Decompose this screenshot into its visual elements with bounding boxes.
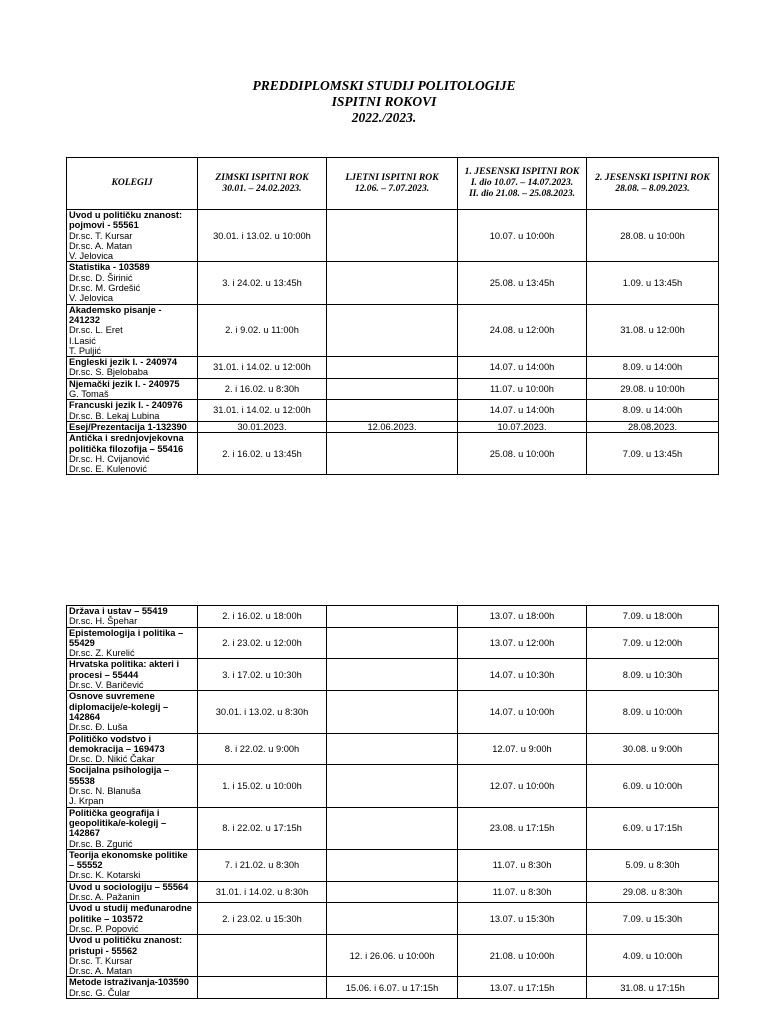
course-instructor: Dr.sc. Đ. Luša [69,722,128,733]
exam-date-ljetni [327,765,458,807]
exam-date-j1: 11.07. u 10:00h [458,378,587,400]
table-row [67,977,719,999]
exam-date-zimski: 2. i 23.02. u 15:30h [198,903,327,935]
exam-date-j2: 1.09. u 13:45h [587,262,719,304]
course-cell [67,935,198,977]
exam-date-j2: 30.08. u 9:00h [587,733,719,765]
exam-date-zimski: 30.01. i 13.02. u 10:00h [198,210,327,262]
course-cell [67,210,198,262]
exam-date-zimski: 30.01. i 13.02. u 8:30h [198,691,327,733]
course-cell [67,733,198,765]
title-line-3: 2022./2023. [351,110,417,125]
exam-date-j2: 29.08. u 8:30h [587,881,719,903]
table-row [67,881,719,903]
exam-date-ljetni [327,357,458,379]
table-row [67,262,719,304]
course-instructor: Dr.sc. B. Zgurić [69,838,133,849]
exam-date-zimski: 8. i 22.02. u 17:15h [198,807,327,849]
course-instructor: G. Tomaš [69,389,109,400]
exam-date-j2: 28.08. u 10:00h [587,210,719,262]
exam-date-zimski: 2. i 16.02. u 18:00h [198,606,327,628]
exam-date-zimski: 2. i 9.02. u 11:00h [198,304,327,356]
course-instructor: V. Jelovica [69,251,114,262]
table-row [67,733,719,765]
course-cell [67,903,198,935]
table-row [67,807,719,849]
course-instructor: Dr.sc. A. Pažanin [69,892,140,903]
exam-date-zimski: 2. i 23.02. u 12:00h [198,627,327,659]
course-instructor: I.Lasić [69,335,96,346]
exam-schedule-table-1 [66,157,719,475]
exam-date-j1: 14.07. u 10:00h [458,691,587,733]
exam-date-j2: 8.09. u 10:00h [587,691,719,733]
exam-date-j1: 10.07. u 10:00h [458,210,587,262]
exam-date-j2: 7.09. u 18:00h [587,606,719,628]
exam-date-j2: 31.08. u 17:15h [587,977,719,999]
course-cell [67,378,198,400]
exam-date-j1: 13.07. u 17:15h [458,977,587,999]
exam-date-j2: 31.08. u 12:00h [587,304,719,356]
exam-date-ljetni [327,903,458,935]
exam-date-zimski: 8. i 22.02. u 9:00h [198,733,327,765]
course-name: Hrvatska politika: akteri i procesi – 55444 [69,659,180,680]
course-cell [67,765,198,807]
header-ljetni: LJETNI ISPITNI ROK 12.06. – 7.07.2023. [327,158,458,210]
exam-date-ljetni [327,400,458,422]
exam-date-j2: 5.09. u 8:30h [587,849,719,881]
course-name: Engleski jezik I. - 240974 [69,357,178,368]
course-name: Uvod u studij međunarodne politike – 103572 [69,903,192,924]
exam-date-ljetni [327,210,458,262]
course-name: Socijalna psihologija – 55538 [69,765,170,786]
course-name: Metode istraživanja-103590 [69,977,189,988]
table-row [67,849,719,881]
exam-date-ljetni [327,606,458,628]
table-row [67,421,719,432]
header-kolegij: KOLEGIJ [67,158,198,210]
course-cell [67,606,198,628]
course-instructor: Dr.sc. V. Baričević [69,680,144,691]
course-instructor: Dr.sc. K. Kotarski [69,870,141,881]
exam-date-j1: 13.07. u 18:00h [458,606,587,628]
table-row [67,357,719,379]
course-instructor: Dr.sc. M. Grdešić [69,283,141,294]
course-name: Epistemologija i politika – 55429 [69,627,184,648]
exam-date-ljetni [327,433,458,475]
exam-date-j1: 14.07. u 14:00h [458,400,587,422]
course-instructor: V. Jelovica [69,293,114,304]
exam-date-zimski: 2. i 16.02. u 13:45h [198,433,327,475]
exam-date-j1: 21.08. u 10:00h [458,935,587,977]
course-instructor: Dr.sc. H. Špehar [69,616,138,627]
title-line-2: ISPITNI ROKOVI [331,94,437,109]
title-line-1: PREDDIPLOMSKI STUDIJ POLITOLOGIJE [252,78,516,93]
course-cell [67,807,198,849]
exam-date-j1: 14.07. u 14:00h [458,357,587,379]
course-name: Uvod u političku znanost: pristupi - 55562 [69,935,183,956]
exam-date-zimski: 3. i 24.02. u 13:45h [198,262,327,304]
table-row [67,765,719,807]
exam-date-j1: 25.08. u 10:00h [458,433,587,475]
exam-date-zimski: 1. i 15.02. u 10:00h [198,765,327,807]
table-1-body [67,210,719,475]
course-cell [67,977,198,999]
course-instructor: Dr.sc. L. Eret [69,325,123,336]
course-cell [67,304,198,356]
exam-date-ljetni [327,849,458,881]
course-instructor: Dr.sc. H. Cvijanović [69,453,150,464]
course-name: Akademsko pisanje - 241232 [69,304,162,325]
exam-date-j2: 6.09. u 10:00h [587,765,719,807]
table-row [67,659,719,691]
exam-date-j1: 24.08. u 12:00h [458,304,587,356]
exam-date-zimski: 7. i 21.02. u 8:30h [198,849,327,881]
course-instructor: Dr.sc. T. Kursar [69,955,133,966]
exam-date-j2: 4.09. u 10:00h [587,935,719,977]
exam-date-j1: 12.07. u 9:00h [458,733,587,765]
course-instructor: Dr.sc. E. Kulenović [69,464,148,475]
course-name: Francuski jezik I. - 240976 [69,400,183,411]
exam-date-j2: 29.08. u 10:00h [587,378,719,400]
exam-date-j2: 8.09. u 14:00h [587,400,719,422]
document-title [0,78,768,126]
exam-date-zimski: 2. i 16.02. u 8:30h [198,378,327,400]
course-cell [67,357,198,379]
table-row [67,433,719,475]
exam-schedule-table-2 [66,605,719,999]
course-cell [67,881,198,903]
exam-date-ljetni [327,807,458,849]
exam-date-j1: 10.07.2023. [458,421,587,432]
course-name: Statistika - 103589 [69,262,150,273]
exam-date-zimski: 30.01.2023. [198,421,327,432]
table-row [67,627,719,659]
table-row [67,378,719,400]
exam-date-zimski [198,935,327,977]
table-2-body [67,606,719,999]
table-header-row [67,158,719,210]
exam-date-zimski: 31.01. i 14.02. u 8:30h [198,881,327,903]
exam-date-j2: 28.08.2023. [587,421,719,432]
exam-date-zimski: 31.01. i 14.02. u 12:00h [198,357,327,379]
exam-date-ljetni [327,881,458,903]
course-instructor: Dr.sc. G. Čular [69,987,130,998]
exam-date-j2: 7.09. u 13:45h [587,433,719,475]
exam-date-j1: 11.07. u 8:30h [458,881,587,903]
header-zimski: ZIMSKI ISPITNI ROK 30.01. – 24.02.2023. [198,158,327,210]
course-cell [67,400,198,422]
exam-date-zimski: 31.01. i 14.02. u 12:00h [198,400,327,422]
course-instructor: Dr.sc. N. Blanuša [69,786,141,797]
exam-date-ljetni [327,304,458,356]
course-cell [67,659,198,691]
exam-date-ljetni: 12. i 26.06. u 10:00h [327,935,458,977]
header-jesenski-1: 1. JESENSKI ISPITNI ROK I. dio 10.07. – 14.07.2023. II. dio 21.08. – 25.08.2023. [458,158,587,210]
course-name: Uvod u političku znanost: pojmovi - 55561 [69,210,183,231]
course-name: Antička i srednjovjekovna politička filozofija – 55416 [69,433,184,454]
course-name: Esej/Prezentacija 1-132390 [69,421,187,432]
exam-date-j2: 7.09. u 15:30h [587,903,719,935]
course-instructor: Dr.sc. Z. Kurelić [69,648,135,659]
course-cell [67,691,198,733]
table-row [67,691,719,733]
exam-date-j1: 11.07. u 8:30h [458,849,587,881]
header-jesenski-2: 2. JESENSKI ISPITNI ROK 28.08. – 8.09.2023. [587,158,719,210]
table-row [67,903,719,935]
course-cell [67,849,198,881]
course-name: Politička geografija i geopolitika/e-kolegij – 142867 [69,807,167,839]
course-instructor: Dr.sc. D. Širinić [69,272,133,283]
exam-date-j1: 13.07. u 15:30h [458,903,587,935]
exam-date-ljetni [327,378,458,400]
course-cell [67,421,198,432]
course-name: Država i ustav – 55419 [69,606,168,616]
course-instructor: Dr.sc. S. Bjelobaba [69,367,149,378]
exam-date-zimski [198,977,327,999]
course-instructor: Dr.sc. A. Matan [69,966,133,977]
course-name: Osnove suvremene diplomacije/e-kolegij – 142864 [69,691,169,722]
course-instructor: Dr.sc. T. Kursar [69,230,133,241]
table-row [67,606,719,628]
exam-date-j2: 8.09. u 10:30h [587,659,719,691]
exam-date-ljetni [327,659,458,691]
course-cell [67,627,198,659]
exam-date-ljetni [327,691,458,733]
course-instructor: Dr.sc. A. Matan [69,240,133,251]
course-instructor: Dr.sc. P. Popović [69,923,139,934]
course-name: Njemački jezik I. - 240975 [69,378,180,389]
table-row [67,210,719,262]
course-instructor: T. Puljić [69,345,102,356]
course-instructor: J. Krpan [69,796,104,807]
course-name: Političko vodstvo i demokracija – 169473 [69,733,165,754]
course-name: Uvod u sociologiju – 55564 [69,881,189,892]
course-cell [67,262,198,304]
exam-date-j1: 13.07. u 12:00h [458,627,587,659]
exam-date-j1: 14.07. u 10:30h [458,659,587,691]
exam-date-j2: 6.09. u 17:15h [587,807,719,849]
course-instructor: Dr.sc. D. Nikić Čakar [69,754,155,765]
exam-date-ljetni: 12.06.2023. [327,421,458,432]
exam-date-j2: 7.09. u 12:00h [587,627,719,659]
exam-date-ljetni [327,262,458,304]
table-row [67,304,719,356]
course-cell [67,433,198,475]
exam-date-ljetni: 15.06. i 6.07. u 17:15h [327,977,458,999]
exam-date-j2: 8.09. u 14:00h [587,357,719,379]
exam-date-zimski: 3. i 17.02. u 10:30h [198,659,327,691]
exam-date-ljetni [327,627,458,659]
course-instructor: Dr.sc. B. Lekaj Lubina [69,410,160,421]
exam-date-j1: 23.08. u 17:15h [458,807,587,849]
course-name: Teorija ekonomske politike – 55552 [69,849,188,871]
exam-date-j1: 25.08. u 13:45h [458,262,587,304]
table-row [67,935,719,977]
exam-date-ljetni [327,733,458,765]
table-row [67,400,719,422]
exam-date-j1: 12.07. u 10:00h [458,765,587,807]
